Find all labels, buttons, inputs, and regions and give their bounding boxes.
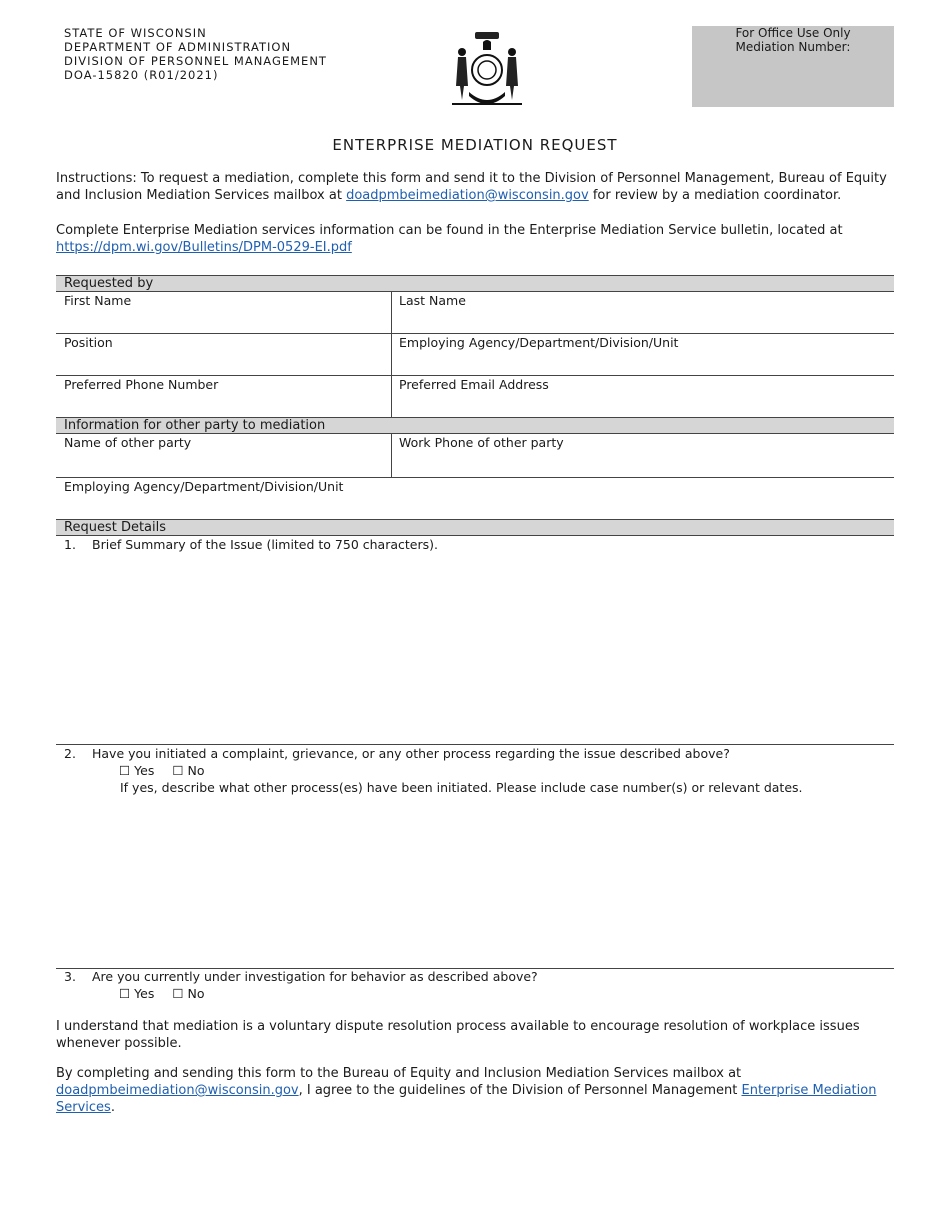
state-seal-icon [449, 30, 525, 108]
instructions-text: Instructions: To request a mediation, complete this form and send it to the Division of Personnel Management, Bureau of Equity and Inclusion Mediation Services mailbox at [56, 171, 887, 203]
other-party-name-label: Name of other party [64, 435, 192, 450]
question-3-options [119, 985, 223, 1002]
bulletin-text: Complete Enterprise Mediation services information can be found in the Enterprise Mediation Service bulletin, located at [56, 223, 843, 238]
enterprise-mediation-link[interactable]: Enterprise Mediation Services [56, 1083, 877, 1115]
question-2 [64, 745, 730, 762]
agency-line: DEPARTMENT OF ADMINISTRATION [64, 40, 292, 54]
requester-agency-label: Employing Agency/Department/Division/Unit [399, 335, 679, 350]
understand-statement: I understand that mediation is a voluntary dispute resolution process available to encourage resolution of workplace issues whenever possible. [56, 1019, 860, 1051]
requester-agency-field[interactable] [391, 333, 894, 375]
question-1 [64, 536, 438, 553]
mediation-number-label: Mediation Number: [735, 40, 851, 54]
other-party-phone-field[interactable] [391, 433, 894, 477]
instructions [56, 170, 896, 204]
form-title: ENTERPRISE MEDIATION REQUEST [332, 136, 618, 154]
phone-label: Preferred Phone Number [64, 377, 219, 392]
agreement-text-middle: , I agree to the guidelines of the Division of Personnel Management [298, 1083, 742, 1098]
phone-field[interactable] [56, 375, 391, 417]
other-party-agency-label: Employing Agency/Department/Division/Unit [64, 479, 344, 494]
agreement-statement [56, 1065, 896, 1116]
q3-no-checkbox[interactable]: ☐ No [172, 986, 205, 1001]
last-name-label: Last Name [399, 293, 466, 308]
other-party-header: Information for other party to mediation [56, 417, 894, 434]
other-process-textarea[interactable] [56, 798, 894, 966]
bulletin-info [56, 222, 896, 256]
agency-header [64, 26, 327, 82]
question-2-text: Have you initiated a complaint, grievance, or any other process regarding the issue described above? [92, 746, 730, 761]
agreement-text: By completing and sending this form to the Bureau of Equity and Inclusion Mediation Services mailbox at [56, 1066, 742, 1081]
requested-by-header: Requested by [56, 275, 894, 292]
agency-line: STATE OF WISCONSIN [64, 26, 207, 40]
email-field[interactable] [391, 375, 894, 417]
office-use-box [692, 26, 894, 107]
request-details-header: Request Details [56, 519, 894, 536]
question-number: 2. [64, 746, 76, 761]
form-number: DOA-15820 (R01/2021) [64, 68, 219, 82]
first-name-field[interactable] [56, 291, 391, 333]
q2-no-checkbox[interactable]: ☐ No [172, 763, 205, 778]
position-label: Position [64, 335, 113, 350]
agency-line: DIVISION OF PERSONNEL MANAGEMENT [64, 54, 327, 68]
other-party-phone-label: Work Phone of other party [399, 435, 564, 450]
office-use-label: For Office Use Only [735, 26, 851, 40]
agreement-text-end: . [110, 1100, 115, 1115]
question-3 [64, 968, 538, 985]
question-2-subtext: If yes, describe what other process(es) have been initiated. Please include case number(s) or relevant dates. [120, 780, 803, 795]
first-name-label: First Name [64, 293, 132, 308]
question-number: 1. [64, 537, 76, 552]
bulletin-link[interactable]: https://dpm.wi.gov/Bulletins/DPM-0529-EI.pdf [56, 240, 352, 255]
agreement-email-link[interactable]: doadpmbeimediation@wisconsin.gov [56, 1083, 299, 1098]
question-3-text: Are you currently under investigation for behavior as described above? [92, 969, 538, 984]
position-field[interactable] [56, 333, 391, 375]
other-party-name-field[interactable] [56, 433, 391, 477]
question-2-options [119, 762, 223, 779]
question-number: 3. [64, 969, 76, 984]
last-name-field[interactable] [391, 291, 894, 333]
other-party-agency-field[interactable] [56, 477, 894, 519]
question-1-text: Brief Summary of the Issue (limited to 750 characters). [92, 537, 438, 552]
mediation-email-link[interactable]: doadpmbeimediation@wisconsin.gov [346, 188, 589, 203]
email-label: Preferred Email Address [399, 377, 549, 392]
instructions-text-end: for review by a mediation coordinator. [588, 188, 842, 203]
summary-textarea[interactable] [56, 554, 894, 743]
q3-yes-checkbox[interactable]: ☐ Yes [119, 986, 155, 1001]
q2-yes-checkbox[interactable]: ☐ Yes [119, 763, 155, 778]
